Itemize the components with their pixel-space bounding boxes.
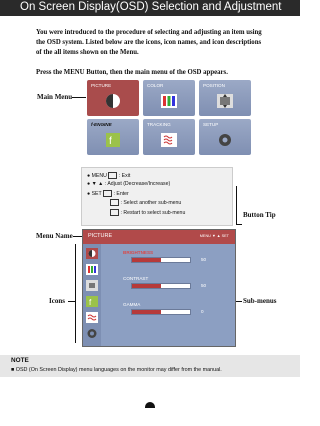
slider-fill <box>132 258 161 262</box>
callout-line <box>73 236 82 237</box>
picture-icon <box>104 93 122 109</box>
callout-line <box>72 97 86 98</box>
color-icon <box>86 264 98 275</box>
label-menu-name: Menu Name <box>36 232 73 240</box>
fengine-icon <box>104 132 122 148</box>
osd-menu-screen <box>82 229 236 347</box>
osd-button-hint: MENU ▼ ▲ SET <box>199 234 229 238</box>
callout-line <box>236 224 242 225</box>
label-button-tip: Button Tip <box>243 211 276 219</box>
button-tip-box <box>81 167 233 226</box>
tracking-icon <box>86 312 98 323</box>
osd-icon-column <box>83 244 101 346</box>
picture-icon <box>86 248 98 259</box>
menu-tile-fengine: f-ENGINE f <box>87 119 139 155</box>
label-sub-menus: Sub-menus <box>243 297 277 305</box>
osd-title-bar <box>83 230 235 244</box>
brightness-slider <box>131 257 191 263</box>
page-title: On Screen Display(OSD) Selection and Adjustment <box>20 1 282 13</box>
page-header <box>0 0 300 16</box>
tip-line-select: : Select another sub-menu <box>110 199 181 206</box>
submenu-contrast-label: CONTRAST <box>123 276 149 281</box>
contrast-slider <box>131 283 191 289</box>
down-key-icon <box>110 199 119 206</box>
set-key-icon <box>103 190 112 197</box>
tip-line-set: ● SET : Enter <box>87 190 129 197</box>
slider-fill <box>132 284 161 288</box>
gear-icon <box>216 132 234 148</box>
press-menu-instruction: Press the MENU Button, then the main menu of the OSD appears. <box>36 69 228 76</box>
callout-line <box>235 301 242 302</box>
menu-tile-position: POSITION <box>199 80 251 116</box>
position-icon <box>86 280 98 291</box>
fengine-icon <box>86 296 98 307</box>
position-icon <box>216 93 234 109</box>
restart-key-icon <box>110 209 119 216</box>
page-tab-marker <box>145 402 155 408</box>
gamma-slider <box>131 309 191 315</box>
note-box <box>0 355 300 377</box>
menu-key-icon <box>108 172 117 179</box>
menu-tile-setup: SETUP <box>199 119 251 155</box>
callout-line <box>236 186 237 224</box>
note-text: ■ OSD (On Screen Display) menu languages on the monitor may differ from the manual. <box>11 367 222 373</box>
intro-paragraph: You were introduced to the procedure of selecting and adjusting an item using the OSD system. Listed below are the icons, icon names, and icon descriptions of the all items shown on the Menu. <box>36 29 262 56</box>
brightness-value: 50 <box>201 257 207 262</box>
submenu-brightness-label: BRIGHTNESS <box>123 250 154 255</box>
gear-icon <box>86 328 98 339</box>
note-heading: NOTE <box>11 357 29 364</box>
contrast-value: 50 <box>201 283 207 288</box>
svg-text:f: f <box>89 298 92 307</box>
submenu-gamma-label: GAMMA <box>123 302 141 307</box>
callout-bracket <box>75 244 76 343</box>
label-icons: Icons <box>49 297 65 305</box>
tip-line-restart: : Restart to select sub-menu <box>110 209 185 216</box>
tip-line-menu: ● MENU : Exit <box>87 172 131 179</box>
tracking-icon <box>160 132 178 148</box>
menu-tile-picture: PICTURE <box>87 80 139 116</box>
callout-line <box>68 301 75 302</box>
osd-menu-name: PICTURE <box>88 233 113 239</box>
gamma-value: 0 <box>201 309 204 314</box>
menu-tile-tracking: TRACKING <box>143 119 195 155</box>
label-main-menu: Main Menu <box>37 93 73 101</box>
slider-fill <box>132 310 161 314</box>
color-icon <box>160 93 178 109</box>
tip-line-adjust: ● ▼ ▲ : Adjust (Decrease/Increase) <box>87 181 171 187</box>
svg-text:f: f <box>109 136 112 147</box>
menu-tile-color: COLOR <box>143 80 195 116</box>
